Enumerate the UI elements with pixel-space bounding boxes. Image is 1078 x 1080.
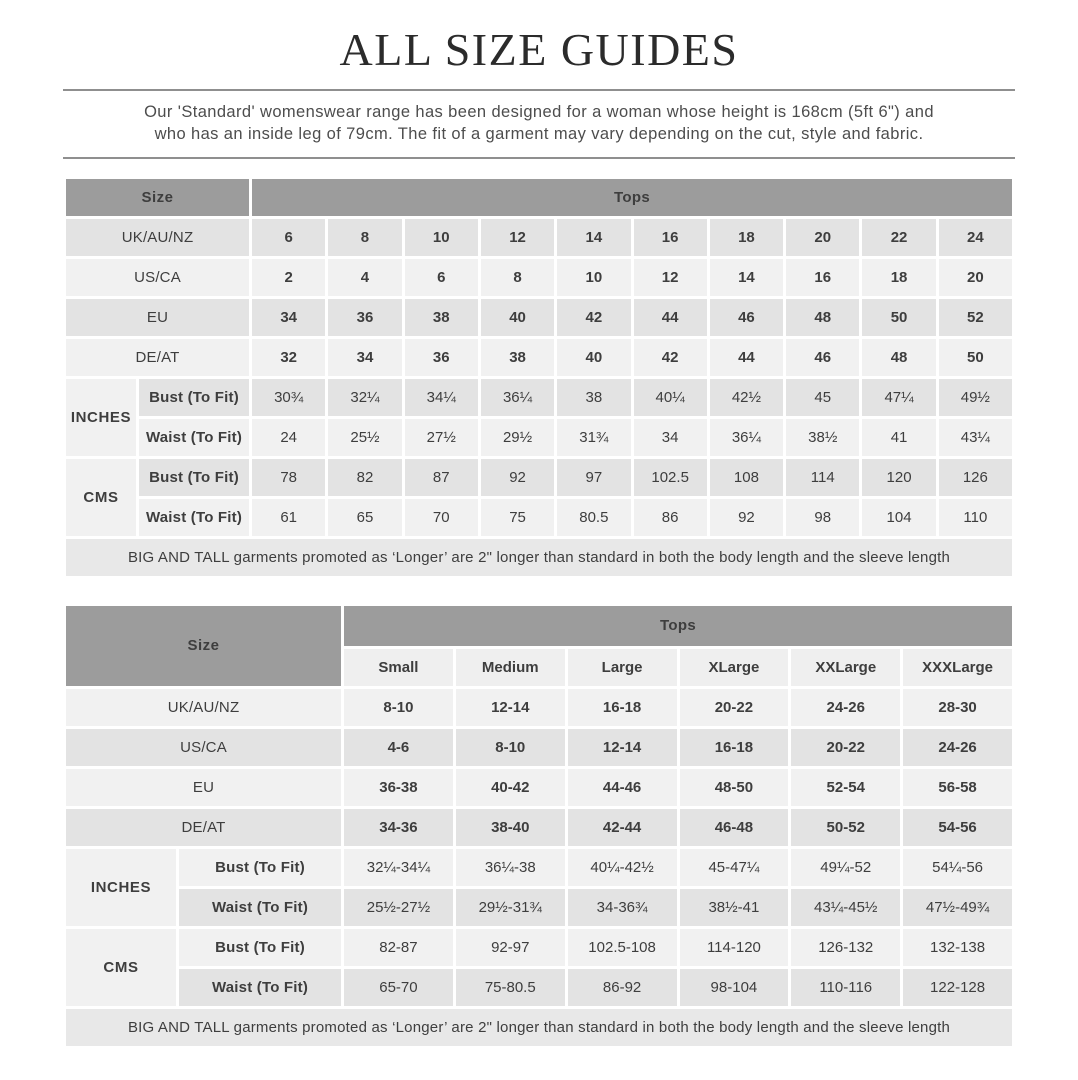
content-column [63,0,1015,1049]
size-cell: 12 [634,259,707,296]
header-cell-tops: Tops [252,179,1012,216]
size-guide-grid [63,603,1015,1049]
measure-cell: 24 [252,419,325,456]
size-cell: 52-54 [791,769,900,806]
measure-cell: 114-120 [680,929,789,966]
table-row [66,689,1012,726]
size-cell: 16 [634,219,707,256]
measure-cell: 104 [862,499,935,536]
measure-cell: 86-92 [568,969,677,1006]
column-header: XLarge [680,649,789,686]
measure-cell: 38½-41 [680,889,789,926]
size-cell: 40-42 [456,769,565,806]
size-cell: 12-14 [456,689,565,726]
size-cell: 16-18 [680,729,789,766]
table-row [66,969,1012,1006]
row-label: UK/AU/NZ [66,219,249,256]
measure-cell: 92-97 [456,929,565,966]
measure-label: Waist (To Fit) [139,419,249,456]
header-cell-size: Size [66,179,249,216]
table-row [66,849,1012,886]
divider-bottom [63,157,1015,159]
row-label: DE/AT [66,339,249,376]
measure-cell: 92 [710,499,783,536]
measure-cell: 75-80.5 [456,969,565,1006]
intro-text [63,101,1015,145]
measure-cell: 36¼ [481,379,554,416]
measure-label: Bust (To Fit) [139,459,249,496]
size-cell: 18 [862,259,935,296]
measure-cell: 40¼ [634,379,707,416]
measure-cell: 82 [328,459,401,496]
size-cell: 56-58 [903,769,1012,806]
table-row [66,809,1012,846]
measure-cell: 36¼-38 [456,849,565,886]
measure-cell: 82-87 [344,929,453,966]
measure-cell: 126 [939,459,1012,496]
size-cell: 20 [786,219,859,256]
size-cell: 8 [481,259,554,296]
table-row [66,419,1012,456]
size-cell: 44 [710,339,783,376]
measure-cell: 34¼ [405,379,478,416]
size-cell: 34 [252,299,325,336]
measure-label: Waist (To Fit) [179,969,341,1006]
size-cell: 48-50 [680,769,789,806]
measure-cell: 43¼ [939,419,1012,456]
measure-cell: 75 [481,499,554,536]
measure-label: Waist (To Fit) [179,889,341,926]
measure-cell: 98 [786,499,859,536]
row-label: US/CA [66,259,249,296]
size-cell: 4 [328,259,401,296]
measure-cell: 31¾ [557,419,630,456]
size-cell: 16 [786,259,859,296]
measure-cell: 132-138 [903,929,1012,966]
measure-cell: 54¼-56 [903,849,1012,886]
measure-cell: 25½ [328,419,401,456]
size-cell: 44-46 [568,769,677,806]
size-cell: 48 [862,339,935,376]
size-cell: 12 [481,219,554,256]
size-cell: 50-52 [791,809,900,846]
measure-cell: 110-116 [791,969,900,1006]
size-cell: 10 [405,219,478,256]
divider-top [63,89,1015,91]
measure-cell: 32¼-34¼ [344,849,453,886]
table-row [66,499,1012,536]
size-cell: 46-48 [680,809,789,846]
measure-cell: 45 [786,379,859,416]
measure-cell: 25½-27½ [344,889,453,926]
measure-cell: 98-104 [680,969,789,1006]
size-cell: 44 [634,299,707,336]
column-header: Small [344,649,453,686]
column-header: XXLarge [791,649,900,686]
measure-cell: 92 [481,459,554,496]
size-cell: 36-38 [344,769,453,806]
measure-cell: 70 [405,499,478,536]
measure-cell: 114 [786,459,859,496]
measure-cell: 34 [634,419,707,456]
measure-label: Waist (To Fit) [139,499,249,536]
size-cell: 46 [710,299,783,336]
header-cell-tops: Tops [344,606,1012,646]
table-row [66,299,1012,336]
size-cell: 6 [405,259,478,296]
measure-cell: 122-128 [903,969,1012,1006]
table-row [66,729,1012,766]
row-label: DE/AT [66,809,341,846]
size-cell: 38 [405,299,478,336]
note-bar: BIG AND TALL garments promoted as ‘Longer’ are 2" longer than standard in both the body length and the sleeve length [66,1009,1012,1046]
measure-cell: 97 [557,459,630,496]
size-cell: 42-44 [568,809,677,846]
table-row [66,889,1012,926]
measure-cell: 80.5 [557,499,630,536]
header-cell-size: Size [66,606,341,686]
table-row [66,339,1012,376]
table-row [66,929,1012,966]
measure-cell: 78 [252,459,325,496]
measure-cell: 41 [862,419,935,456]
measure-cell: 110 [939,499,1012,536]
measure-cell: 47½-49¾ [903,889,1012,926]
size-cell: 6 [252,219,325,256]
size-cell: 38-40 [456,809,565,846]
size-cell: 2 [252,259,325,296]
size-cell: 14 [710,259,783,296]
measure-cell: 47¼ [862,379,935,416]
page-title: ALL SIZE GUIDES [339,24,739,75]
size-cell: 8-10 [456,729,565,766]
measure-cell: 40¼-42½ [568,849,677,886]
size-cell: 10 [557,259,630,296]
size-cell: 52 [939,299,1012,336]
measure-cell: 32¼ [328,379,401,416]
size-cell: 50 [939,339,1012,376]
row-label: UK/AU/NZ [66,689,341,726]
size-cell: 16-18 [568,689,677,726]
alpha-sizes-table [63,603,1015,1049]
size-cell: 8 [328,219,401,256]
measure-cell: 38½ [786,419,859,456]
unit-label: CMS [66,929,176,1006]
measure-cell: 86 [634,499,707,536]
measure-label: Bust (To Fit) [179,849,341,886]
measure-cell: 65 [328,499,401,536]
measure-cell: 108 [710,459,783,496]
size-cell: 20-22 [680,689,789,726]
measure-label: Bust (To Fit) [179,929,341,966]
measure-cell: 61 [252,499,325,536]
measure-cell: 102.5-108 [568,929,677,966]
measure-cell: 29½-31¾ [456,889,565,926]
measure-cell: 29½ [481,419,554,456]
size-cell: 40 [557,339,630,376]
size-cell: 20 [939,259,1012,296]
measure-cell: 102.5 [634,459,707,496]
size-guide-grid [63,176,1015,579]
table-row [66,769,1012,806]
row-label: US/CA [66,729,341,766]
measure-cell: 34-36¾ [568,889,677,926]
measure-cell: 43¼-45½ [791,889,900,926]
measure-cell: 120 [862,459,935,496]
size-cell: 12-14 [568,729,677,766]
size-cell: 8-10 [344,689,453,726]
numeric-sizes-table [63,176,1015,579]
size-cell: 40 [481,299,554,336]
size-cell: 22 [862,219,935,256]
size-cell: 46 [786,339,859,376]
size-cell: 24-26 [791,689,900,726]
size-cell: 32 [252,339,325,376]
measure-cell: 49½ [939,379,1012,416]
intro-line-1: Our 'Standard' womenswear range has been designed for a woman whose height is 168cm (5ft 6") and [144,102,934,121]
size-cell: 18 [710,219,783,256]
measure-cell: 38 [557,379,630,416]
measure-cell: 65-70 [344,969,453,1006]
size-cell: 24-26 [903,729,1012,766]
measure-label: Bust (To Fit) [139,379,249,416]
size-cell: 54-56 [903,809,1012,846]
size-cell: 28-30 [903,689,1012,726]
measure-cell: 49¼-52 [791,849,900,886]
note-bar: BIG AND TALL garments promoted as ‘Longer’ are 2" longer than standard in both the body length and the sleeve length [66,539,1012,576]
size-cell: 36 [405,339,478,376]
intro-line-2: who has an inside leg of 79cm. The fit of a garment may vary depending on the cut, style and fabric. [154,124,924,143]
table-row [66,219,1012,256]
row-label: EU [66,769,341,806]
size-cell: 36 [328,299,401,336]
column-header: Large [568,649,677,686]
measure-cell: 42½ [710,379,783,416]
table-row [66,259,1012,296]
size-cell: 34-36 [344,809,453,846]
table-row [66,379,1012,416]
size-cell: 20-22 [791,729,900,766]
size-cell: 42 [557,299,630,336]
size-cell: 34 [328,339,401,376]
measure-cell: 36¼ [710,419,783,456]
size-cell: 38 [481,339,554,376]
table-row [66,459,1012,496]
size-cell: 48 [786,299,859,336]
measure-cell: 27½ [405,419,478,456]
measure-cell: 30¾ [252,379,325,416]
unit-label: CMS [66,459,136,536]
measure-cell: 45-47¼ [680,849,789,886]
unit-label: INCHES [66,379,136,456]
size-cell: 14 [557,219,630,256]
size-cell: 50 [862,299,935,336]
size-cell: 4-6 [344,729,453,766]
size-cell: 24 [939,219,1012,256]
size-cell: 42 [634,339,707,376]
column-header: Medium [456,649,565,686]
measure-cell: 126-132 [791,929,900,966]
column-header: XXXLarge [903,649,1012,686]
row-label: EU [66,299,249,336]
measure-cell: 87 [405,459,478,496]
unit-label: INCHES [66,849,176,926]
